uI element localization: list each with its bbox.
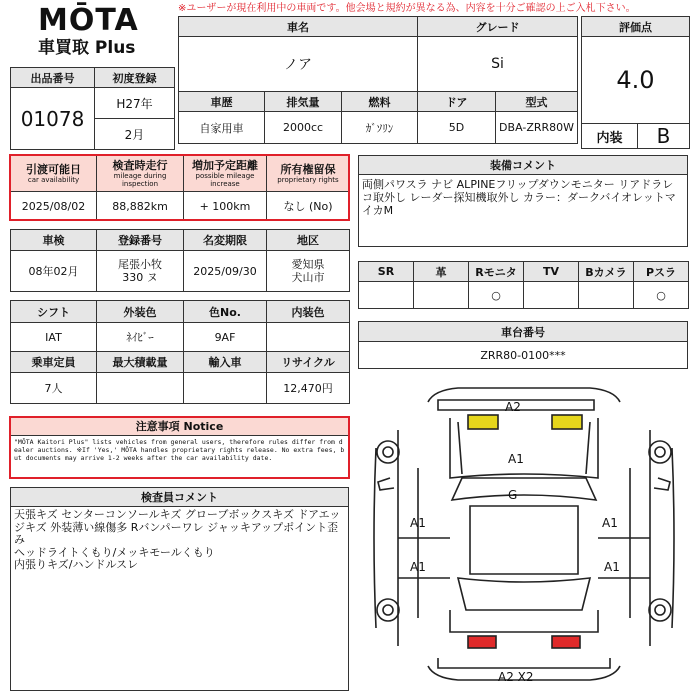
equipment-comment-table	[358, 155, 688, 247]
caution-highlight-frame	[9, 416, 350, 479]
damage-right-front: A1	[602, 516, 618, 530]
history-label: 車歴	[179, 92, 265, 112]
door-label: ドア	[418, 92, 496, 112]
windshield	[452, 478, 596, 500]
equipment-comment-text: 両側パワスラ ナビ ALPINEフリップダウンモニター リアドラレコ取外し レーダー探知機取外し カラー：ダークバイオレットマイカM	[362, 178, 676, 217]
front-right-wheel	[649, 441, 671, 463]
brand-logo: MŌTA	[38, 3, 139, 38]
option-value: ○	[634, 282, 689, 309]
color-no: 9AF	[184, 323, 267, 352]
transfer-deadline-label: 名変期限	[184, 230, 267, 251]
score: 4.0	[582, 37, 690, 124]
inspector-comment-line: ヘッドライトくもり/メッキモールくもり	[14, 545, 215, 559]
inspector-comment-line: 天張キズ センターコンソールキズ グローブボックスキズ ドアエッジキズ 外装薄い線傷多 Rバンパーワレ ジャッキアップポイント歪み	[14, 508, 341, 546]
rear-bumper-outline	[438, 658, 610, 668]
option-header: TV	[524, 262, 579, 282]
hood-line-right	[586, 422, 590, 474]
option-value	[414, 282, 469, 309]
ext-color: ﾈｲﾋﾞｰ	[97, 323, 184, 352]
inspector-comment-line: 内張りキズ/ハンドルスレ	[14, 558, 139, 571]
option-value	[524, 282, 579, 309]
option-header: Rモニタ	[469, 262, 524, 282]
brand-subtitle: 車買取 Plus	[38, 38, 136, 58]
plate-number	[97, 251, 184, 292]
availability-date: 2025/08/02	[11, 192, 97, 221]
plate-label: 登録番号	[97, 230, 184, 251]
first-reg-year: H27年	[95, 88, 175, 119]
history: 自家用車	[179, 112, 265, 144]
damage-roof: G	[508, 488, 518, 502]
max-load	[97, 373, 184, 404]
chassis-title: 車台番号	[359, 322, 688, 342]
grade: Si	[418, 37, 578, 92]
ownership: なし (No)	[267, 192, 350, 221]
chassis-table	[358, 321, 688, 369]
interior-label: 内装	[582, 124, 638, 149]
model-label: 型式	[496, 92, 578, 112]
listing-number: 01078	[11, 88, 95, 150]
vehicle-table	[178, 16, 578, 144]
front-right-lamp	[552, 415, 582, 429]
rear-left-lamp	[468, 636, 496, 648]
region	[267, 251, 350, 292]
registration-table	[10, 229, 350, 292]
option-value	[579, 282, 634, 309]
option-header: 革	[414, 262, 469, 282]
ext-color-label: 外装色	[97, 301, 184, 323]
option-header: SR	[359, 262, 414, 282]
mileage-increase: + 100km	[184, 192, 267, 221]
model: DBA-ZRR80W	[496, 112, 578, 144]
rear-left-wheel	[377, 599, 399, 621]
recycle-fee: 12,470円	[267, 373, 350, 404]
option-header: Pスラ	[634, 262, 689, 282]
options-table	[358, 261, 689, 309]
increase-label: 増加予定距離	[192, 158, 258, 172]
inspector-comment-title: 検査員コメント	[11, 488, 349, 507]
displacement: 2000cc	[265, 112, 342, 144]
first-reg-month: 2月	[95, 119, 175, 150]
car-name-label: 車名	[179, 17, 418, 37]
damage-rear: A2 X2	[498, 670, 534, 684]
plate-region: 尾張小牧	[118, 258, 162, 271]
right-mirror	[654, 478, 670, 490]
shaken-label: 車検	[11, 230, 97, 251]
caution-title: 注意事項 Notice	[11, 418, 349, 436]
plate-code: 330 ヌ	[122, 271, 158, 284]
right-side-outer	[672, 448, 674, 628]
availability-label-en: car availability	[27, 175, 80, 184]
score-label: 評価点	[582, 17, 690, 37]
equipment-comment-title: 装備コメント	[359, 156, 688, 175]
front-left-lamp	[468, 415, 498, 429]
max-load-label: 最大積載量	[97, 352, 184, 373]
chassis-number: ZRR80-0100***	[359, 342, 688, 369]
door: 5D	[418, 112, 496, 144]
rear-right-lamp	[552, 636, 580, 648]
first-reg-label: 初度登録	[95, 68, 175, 88]
fuel: ｶﾞｿﾘﾝ	[342, 112, 418, 144]
displacement-label: 排気量	[265, 92, 342, 112]
increase-label-en: possible mileage increase	[195, 171, 255, 188]
rear-window	[458, 578, 590, 610]
delivery-highlight-frame	[9, 154, 350, 221]
damage-diagram	[358, 378, 690, 696]
car-name: ノア	[179, 37, 418, 92]
damage-front: A2	[505, 400, 521, 414]
fuel-label: 燃料	[342, 92, 418, 112]
capacity: 7人	[11, 373, 97, 404]
listing-table	[10, 67, 175, 150]
shift: IAT	[11, 323, 97, 352]
option-value	[359, 282, 414, 309]
option-value: ○	[469, 282, 524, 309]
damage-right-rear: A1	[604, 560, 620, 574]
damage-left-front: A1	[410, 516, 426, 530]
header-notice: ※ユーザーが現在利用中の車両です。他会場と規約が異なる為、内容を十分ご確認の上ご入札下さい。	[178, 3, 636, 14]
int-color-label: 内装色	[267, 301, 350, 323]
mileage-label: 検査時走行	[112, 158, 168, 172]
rear-body	[450, 610, 598, 632]
mileage: 88,882km	[97, 192, 184, 221]
availability-label: 引渡可能日	[26, 162, 81, 176]
left-side-outer	[374, 448, 376, 628]
recycle-label: リサイクル	[267, 352, 350, 373]
inspector-comment-table	[10, 487, 349, 691]
transfer-deadline: 2025/09/30	[184, 251, 267, 292]
int-color	[267, 323, 350, 352]
roof-outline	[470, 506, 578, 574]
import-label: 輸入車	[184, 352, 267, 373]
hood-line-left	[458, 422, 462, 474]
capacity-label: 乗車定員	[11, 352, 97, 373]
rating-table	[581, 16, 690, 149]
listing-number-label: 出品番号	[11, 68, 95, 88]
option-header: Bカメラ	[579, 262, 634, 282]
mileage-label-en: mileage during inspection	[113, 171, 167, 188]
region-city: 犬山市	[291, 271, 325, 284]
import	[184, 373, 267, 404]
damage-left-rear: A1	[410, 560, 426, 574]
interior-grade: B	[638, 124, 690, 149]
color-no-label: 色No.	[184, 301, 267, 323]
ownership-label: 所有権留保	[280, 162, 336, 176]
damage-hood: A1	[508, 452, 524, 466]
shift-label: シフト	[11, 301, 97, 323]
shaken: 08年02月	[11, 251, 97, 292]
region-label: 地区	[267, 230, 350, 251]
grade-label: グレード	[418, 17, 578, 37]
front-left-wheel	[377, 441, 399, 463]
left-mirror	[378, 478, 394, 490]
ownership-label-en: proprietary rights	[277, 175, 339, 184]
specs-table	[10, 300, 350, 404]
region-prefecture: 愛知県	[291, 258, 325, 271]
rear-right-wheel	[649, 599, 671, 621]
caution-text: "MŌTA Kaitori Plus" lists vehicles from general users, therefore rules differ from dealer auctions. ※If 'Yes,' MŌTA handles proprietary rights release. No extra fees, but documents may arrive 1-2 weeks after the car availability date.	[14, 438, 345, 462]
